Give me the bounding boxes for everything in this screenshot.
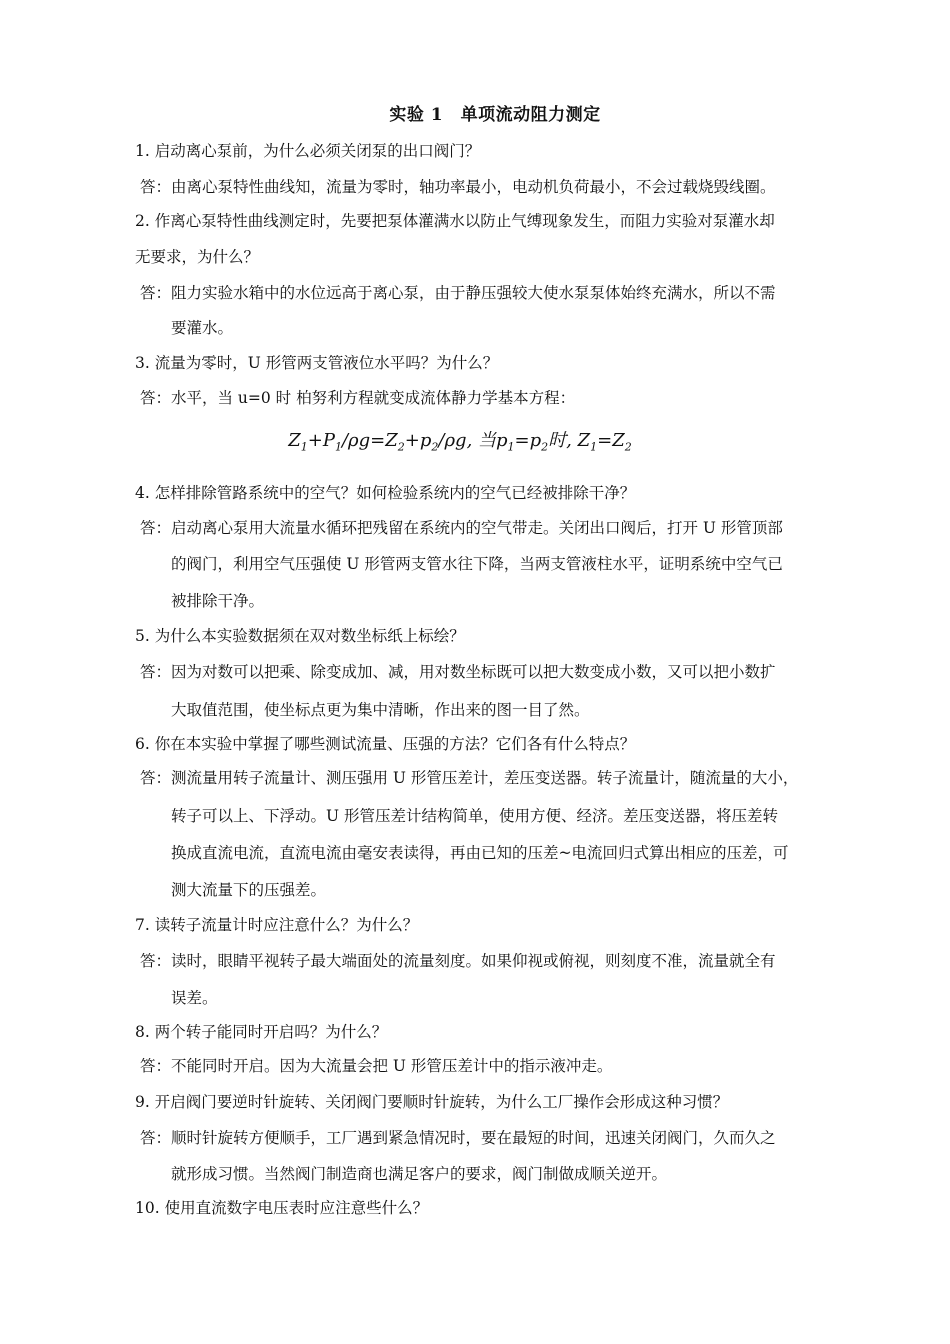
answer-6: 答：测流量用转子流量计、测压强用 U 形管压差计，差压变送器。转子流量计，随流量的大小，: [140, 769, 799, 787]
question-7: 7. 读转子流量计时应注意什么？为什么？: [135, 916, 419, 934]
question-3: 3. 流量为零时，U 形管两支管液位水平吗？为什么？: [135, 354, 499, 372]
answer-5-cont: 大取值范围，使坐标点更为集中清晰，作出来的图一目了然。: [171, 701, 590, 719]
answer-9-cont: 就形成习惯。当然阀门制造商也满足客户的要求，阀门制做成顺关逆开。: [171, 1165, 668, 1183]
answer-6-cont: 测大流量下的压强差。: [171, 881, 327, 899]
answer-5: 答：因为对数可以把乘、除变成加、减，用对数坐标既可以把大数变成小数，又可以把小数扩: [140, 663, 776, 681]
question-10: 10. 使用直流数字电压表时应注意些什么？: [135, 1199, 429, 1217]
answer-1: 答：由离心泵特性曲线知，流量为零时，轴功率最小，电动机负荷最小，不会过载烧毁线圈。: [140, 178, 776, 196]
answer-4-cont: 被排除干净。: [171, 592, 265, 610]
bernoulli-formula: $Z_1+P_1/\rho g=Z_2+p_2/\rho g$, 当$p_1=p_2$时, $Z_1=Z_2$: [288, 430, 632, 454]
question-4: 4. 怎样排除管路系统中的空气？如何检验系统内的空气已经被排除干净？: [135, 484, 636, 502]
answer-9: 答：顺时针旋转方便顺手，工厂遇到紧急情况时，要在最短的时间，迅速关闭阀门，久而久之: [140, 1129, 776, 1147]
answer-2-cont: 要灌水。: [171, 319, 234, 337]
question-1: 1. 启动离心泵前，为什么必须关闭泵的出口阀门？: [135, 142, 481, 160]
answer-4: 答：启动离心泵用大流量水循环把残留在系统内的空气带走。关闭出口阀后，打开 U 形管顶部: [140, 519, 783, 537]
answer-7: 答：读时，眼睛平视转子最大端面处的流量刻度。如果仰视或俯视，则刻度不准，流量就全有: [140, 952, 776, 970]
answer-6-cont: 转子可以上、下浮动。U 形管压差计结构简单，使用方便、经济。差压变送器，将压差转: [171, 807, 778, 825]
answer-7-cont: 误差。: [171, 989, 218, 1007]
page-title: 实验 1 单项流动阻力测定: [389, 105, 601, 125]
question-2-cont: 无要求，为什么？: [135, 248, 260, 266]
question-5: 5. 为什么本实验数据须在双对数坐标纸上标绘？: [135, 627, 465, 645]
answer-4-cont: 的阀门，利用空气压强使 U 形管两支管水往下降，当两支管液柱水平，证明系统中空气已: [171, 555, 783, 573]
question-2: 2. 作离心泵特性曲线测定时，先要把泵体灌满水以防止气缚现象发生，而阻力实验对泵灌水却: [135, 212, 775, 230]
question-8: 8. 两个转子能同时开启吗？为什么？: [135, 1023, 388, 1041]
question-6: 6. 你在本实验中掌握了哪些测试流量、压强的方法？它们各有什么特点？: [135, 735, 636, 753]
question-9: 9. 开启阀门要逆时针旋转、关闭阀门要顺时针旋转，为什么工厂操作会形成这种习惯？: [135, 1093, 729, 1111]
answer-2: 答：阻力实验水箱中的水位远高于离心泵，由于静压强较大使水泵泵体始终充满水，所以不需: [140, 284, 776, 302]
answer-3: 答：水平，当 u=0 时 柏努利方程就变成流体静力学基本方程：: [140, 389, 576, 407]
answer-6-cont: 换成直流电流，直流电流由毫安表读得，再由已知的压差~电流回归式算出相应的压差，可: [171, 844, 789, 862]
answer-8: 答：不能同时开启。因为大流量会把 U 形管压差计中的指示液冲走。: [140, 1057, 613, 1075]
